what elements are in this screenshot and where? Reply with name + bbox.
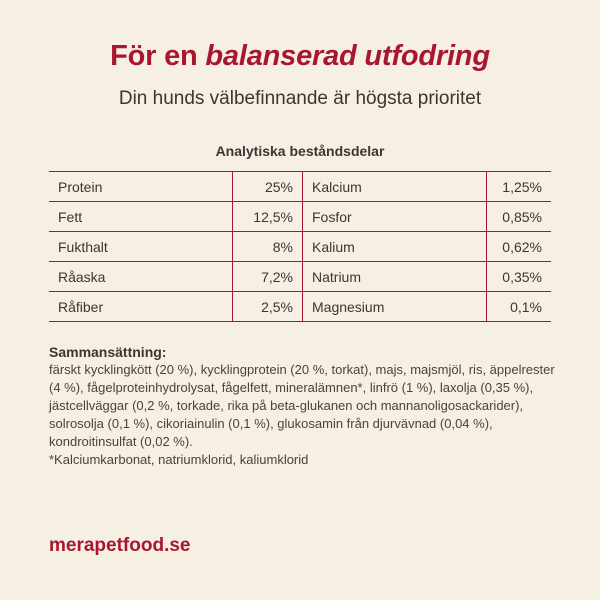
title-prefix: För en [110,40,206,72]
nutrient-label: Fosfor [303,202,487,232]
nutrient-label: Kalcium [303,172,487,202]
analysis-table [49,171,551,322]
nutrient-value: 0,85% [487,202,552,232]
table-row [49,292,551,322]
nutrient-value: 7,2% [233,262,303,292]
nutrient-label: Fett [49,202,233,232]
table-row [49,262,551,292]
page-subtitle: Din hunds välbefinnande är högsta prioritet [118,88,482,109]
composition-section [49,343,561,469]
nutrient-label: Kalium [303,232,487,262]
nutrient-value: 0,1% [487,292,552,322]
nutrient-value: 12,5% [233,202,303,232]
table-row [49,172,551,202]
page-title [0,40,600,73]
nutrient-label: Protein [49,172,233,202]
table-row [49,202,551,232]
nutrient-value: 1,25% [487,172,552,202]
nutrient-label: Natrium [303,262,487,292]
table-row [49,232,551,262]
nutrient-label: Fukthalt [49,232,233,262]
nutrient-value: 8% [233,232,303,262]
composition-heading: Sammansättning: [49,344,167,360]
nutrient-value: 25% [233,172,303,202]
nutrient-value: 0,35% [487,262,552,292]
composition-text: färskt kycklingkött (20 %), kycklingprotein (20 %, torkat), majs, majsmjöl, ris, äppelrester (4 %), fågelproteinhydrolysat, fågelfett, mineralämnen*, linfrö (1 %), laxolja (0,35 %), jästcellväggar (0,2 %, torkade, rika på beta-glukanen och mannanoligosackarider), solrosolja (0,1 %), cikoriainulin (0,1 %), glukosamin från djurvävnad (0,04 %), kondroitinsulfat (0,02 %). [49,362,555,449]
nutrient-label: Råaska [49,262,233,292]
website-link[interactable]: merapetfood.se [49,535,191,556]
title-emphasis: balanserad utfodring [205,40,490,72]
nutrient-label: Magnesium [303,292,487,322]
nutrient-value: 0,62% [487,232,552,262]
nutrient-label: Råfiber [49,292,233,322]
nutrient-value: 2,5% [233,292,303,322]
composition-footnote: *Kalciumkarbonat, natriumklorid, kaliumklorid [49,452,309,467]
analysis-table-title: Analytiska beståndsdelar [215,143,385,159]
